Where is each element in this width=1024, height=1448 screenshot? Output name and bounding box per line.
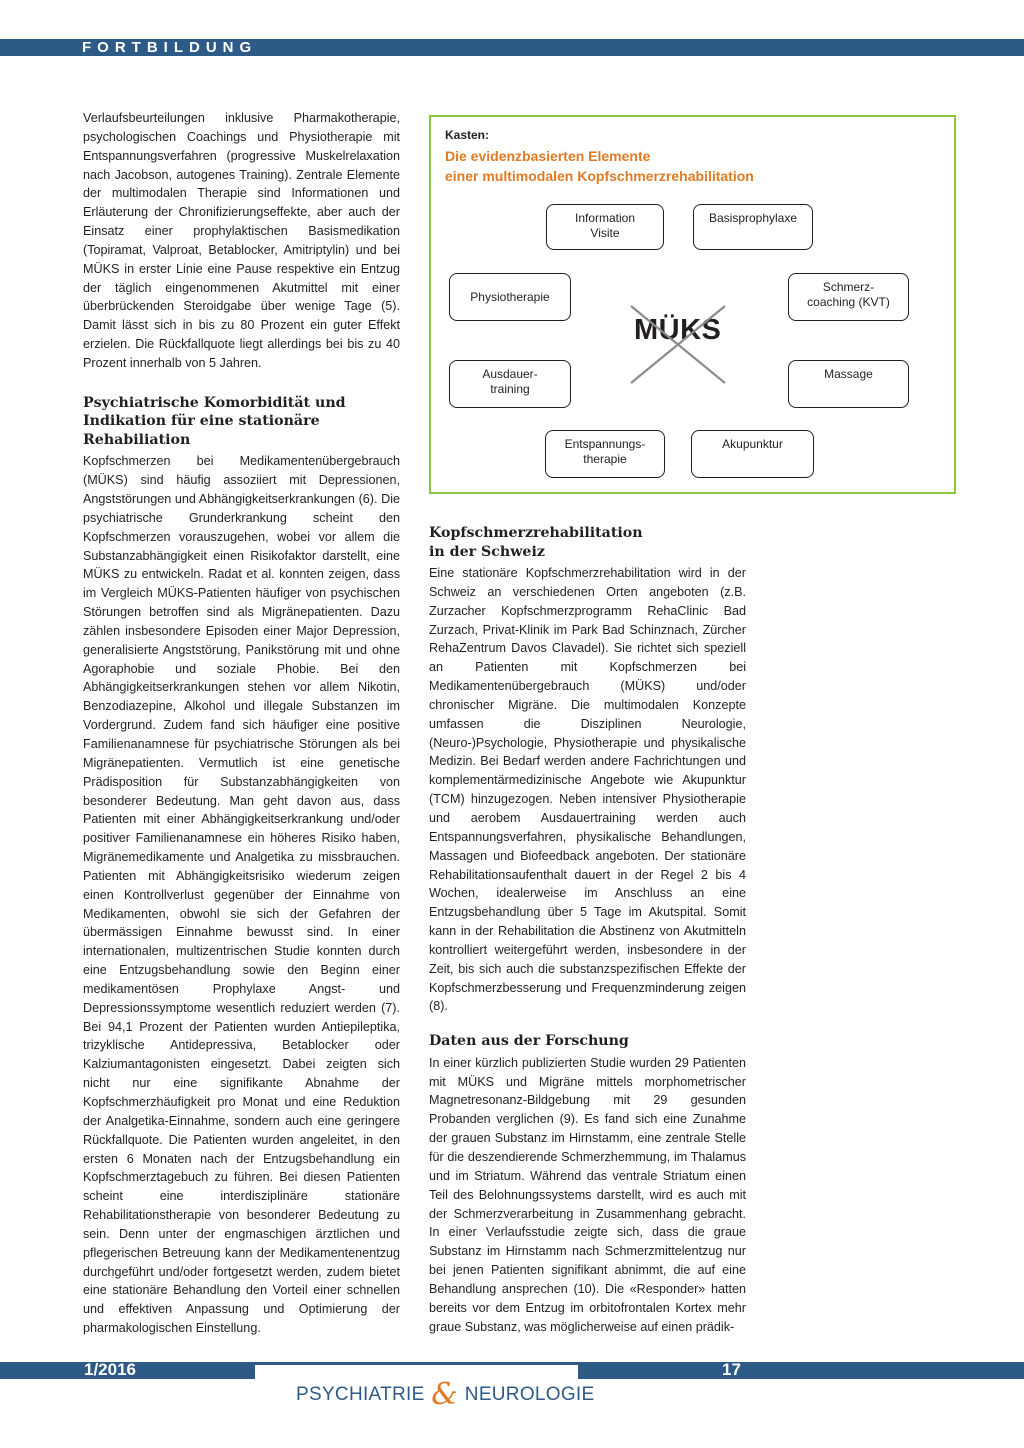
box-kicker: Kasten:	[445, 128, 490, 142]
right-column	[429, 524, 746, 1336]
node-physiotherapie-label: Physiotherapie	[470, 289, 550, 304]
journal-logo-part-2: NEUROLOGIE	[464, 1384, 595, 1405]
node-information-label: Information Visite	[574, 211, 636, 240]
node-massage-label: Massage	[824, 367, 873, 381]
node-schmerzcoaching-label: Schmerz- coaching (KVT)	[807, 280, 890, 309]
center-label: MÜKS	[634, 314, 722, 346]
heading-schweiz-line-2: in der Schweiz	[429, 543, 545, 560]
body-schweiz: Eine stationäre Kopfschmerzrehabilitation wird in der Schweiz an verschiedenen Orten angeboten (z.B. Zurzacher Kopfschmerzprogramm RehaClinic Bad Zurzach, Privat-Klinik im Park Bad Schinznach, Zürcher RehaZentrum Davos Clavadel). Sie richtet sich speziell an Patienten mit Kopfschmerzen bei Medikamentenübergebrauch (MÜKS) und/oder chronischer Migräne. Die multimodalen Konzepte umfassen die Disziplinen Neurologie, (Neuro-)Psychologie, Physiotherapie und physikalische Medizin. Bei Bedarf werden andere Fachrichtungen und komplementärmedizinische Angebote wie Akupunktur (TCM) hinzugezogen. Neben intensiver Physiotherapie und aerobem Ausdauertraining werden auch Entspannungsverfahren, physikalische Behandlungen, Massagen und Biofeedback angeboten. Der stationäre Rehabilitationsaufenthalt dauert in der Regel 2 bis 4 Wochen, idealerweise im Anschluss an eine Entzugsbehandlung über 5 Tage im Akutspital. Somit kann in der Rehabilitation die Abstinenz von Akutmitteln kontrolliert weitergeführt werden, insbesondere in der Zeit, bis sich auch die substanzspezifischen Effekte der Kopfschmerzbesserung und Frequenzminderung zeigen (8).	[429, 566, 746, 1014]
section-label: FORTBILDUNG	[82, 39, 258, 56]
journal-logo-part-1: PSYCHIATRIE	[296, 1384, 425, 1405]
node-entspannungstherapie-label: Entspannungs- therapie	[564, 437, 646, 466]
heading-schweiz	[429, 524, 746, 561]
footer-bar-right	[578, 1362, 1024, 1379]
journal-logo-ampersand: &	[431, 1377, 459, 1412]
crossout-icon	[431, 117, 954, 492]
body-forschung: In einer kürzlich publizierten Studie wurden 29 Patienten mit MÜKS und Migräne mittels morphometrischer Magnetresonanz-Bildgebung mit 29 gesunden Probanden verglichen (9). Es fand sich eine Zunahme der grauen Substanz im Hirnstamm, eine zentrale Stelle für die deszendierende Schmerzhemmung, im Thalamus und im Striatum. Während das ventrale Striatum einen Teil des Belohnungssystems darstellt, wird es auch mit der Schmerzverarbeitung in Zusammenhang gebracht. In einer Verlaufsstudie zeigte sich, dass die graue Substanz im Hirnstamm nach Schmerzmittelentzug nur bei jenen Patienten signifikant abnimmt, die auf eine Behandlung ansprechen (10). Die «Responder» hatten bereits vor dem Entzug im orbitofrontalen Kortex mehr graue Substanz, was möglicherweise auf einen prädik-	[429, 1055, 746, 1334]
info-box	[429, 115, 956, 494]
issue-number: 1/2016	[84, 1360, 136, 1379]
footer-bar-thin	[255, 1362, 578, 1365]
left-column	[83, 109, 400, 1338]
heading-forschung: Daten aus der Forschung	[429, 1033, 629, 1050]
box-title-line-2: einer multimodalen Kopfschmerzrehabilitation	[445, 168, 754, 184]
box-title-line-1: Die evidenzbasierten Elemente	[445, 148, 651, 164]
heading-komorbiditaet: Psychiatrische Komorbidität und Indikation für eine stationäre Rehabiliation	[83, 394, 346, 448]
node-ausdauertraining-label: Ausdauer- training	[482, 367, 538, 396]
intro-paragraph: Verlaufsbeurteilungen inklusive Pharmakotherapie, psychologischen Coachings und Physiotherapie mit Entspannungsverfahren (progressive Muskelrelaxation nach Jacobson, autogenes Training). Zentrale Elemente der multimodalen Therapie sind Informationen und Erläuterung der Chronifizierungseffekte, aber auch der Einsatz einer prophylaktischen Basismedikation (Topiramat, Valproat, Betablocker, Amitriptylin) und bei MÜKS in erster Linie eine Pause respektive ein Entzug der täglich eingenommenen Akutmittel mit einer überbrückenden Steroidgabe über wenige Tage (5). Damit lässt sich in bis zu 80 Prozent ein guter Effekt erzielen. Die Rückfallquote liegt allerdings bei bis zu 40 Prozent innerhalb von 5 Jahren.	[83, 111, 400, 370]
node-akupunktur-label: Akupunktur	[722, 437, 783, 451]
body-paragraph: Kopfschmerzen bei Medikamentenübergebrauch (MÜKS) sind häufig assoziiert mit Depressionen, Angststörungen und Abhängigkeitserkrankungen (6). Die psychiatrische Grunderkrankung scheint den Kopfschmerzen vorauszugehen, wobei vor allem die Substanzabhängigkeit einen Risikofaktor darstellt, eine MÜKS zu entwickeln. Radat et al. konnten zeigen, dass im Vergleich MÜKS-Patienten häufiger von psychischen Störungen betroffen sind als Migränepatienten. Dazu zählen insbesondere Episoden einer Major Depression, generalisierte Angststörung, Panikstörung mit und ohne Agoraphobie und soziale Phobie. Bei den Abhängigkeitserkrankungen stehen vor allem Nikotin, Benzodiazepine, Alkohol und illegale Substanzen im Vordergrund. Zudem fand sich häufiger eine positive Familienanamnese für psychiatrische Störungen als bei Migränepatienten. Vermutlich ist eine genetische Prädisposition für Substanzabhängigkeiten von besonderer Bedeutung. Man geht davon aus, dass Patienten mit einer Abhängigkeitserkrankung und/oder positiver Familienanamnese ein höheres Risiko haben, Migränemedikamente und Analgetika zu missbrauchen. Patienten mit Abhängigkeitsrisiko wiederum zeigen einen Kontrollverlust gegenüber der Einnahme von Medikamenten, obwohl sie sich der Gefahren der übermässigen Einnahme bewusst sind. In einer internationalen, multizentrischen Studie konnten durch eine Entzugsbehandlung sowie den Beginn einer medikamentösen Prophylaxe Angst- und Depressionssymptome wesentlich reduziert werden (7). Bei 94,1 Prozent der Patienten wurden Antiepileptika, trizyklische Antidepressiva, Betablocker oder Kalziumantagonisten eingesetzt. Dabei zeigten sich nicht nur eine signifikante Abnahme der Kopfschmerzhäufigkeit pro Monat und eine Reduktion der Analgetika-Einnahme, sondern auch eine geringere Rückfallquote. Die Patienten wurden angeleitet, in den ersten 6 Monaten nach der Entzugsbehandlung ein Kopfschmerztagebuch zu führen. Bei diesen Patienten scheint eine interdisziplinäre stationäre Rehabilitationstherapie von besonderer Bedeutung zu sein. Denn unter der engmaschigen ärztlichen und pflegerischen Betreuung kann der Medikamentenentzug durchgeführt und/oder fortgesetzt werden, zudem bietet eine stationäre Behandlung den Vorteil einer schnellen und effektiven Anpassung und Optimierung der pharmakologischen Einstellung.	[83, 454, 400, 1336]
page-number: 17	[722, 1360, 741, 1379]
node-basisprophylaxe-label: Basisprophylaxe	[708, 211, 798, 225]
journal-logo	[296, 1378, 595, 1412]
heading-schweiz-line-1: Kopfschmerzrehabilitation	[429, 525, 643, 541]
